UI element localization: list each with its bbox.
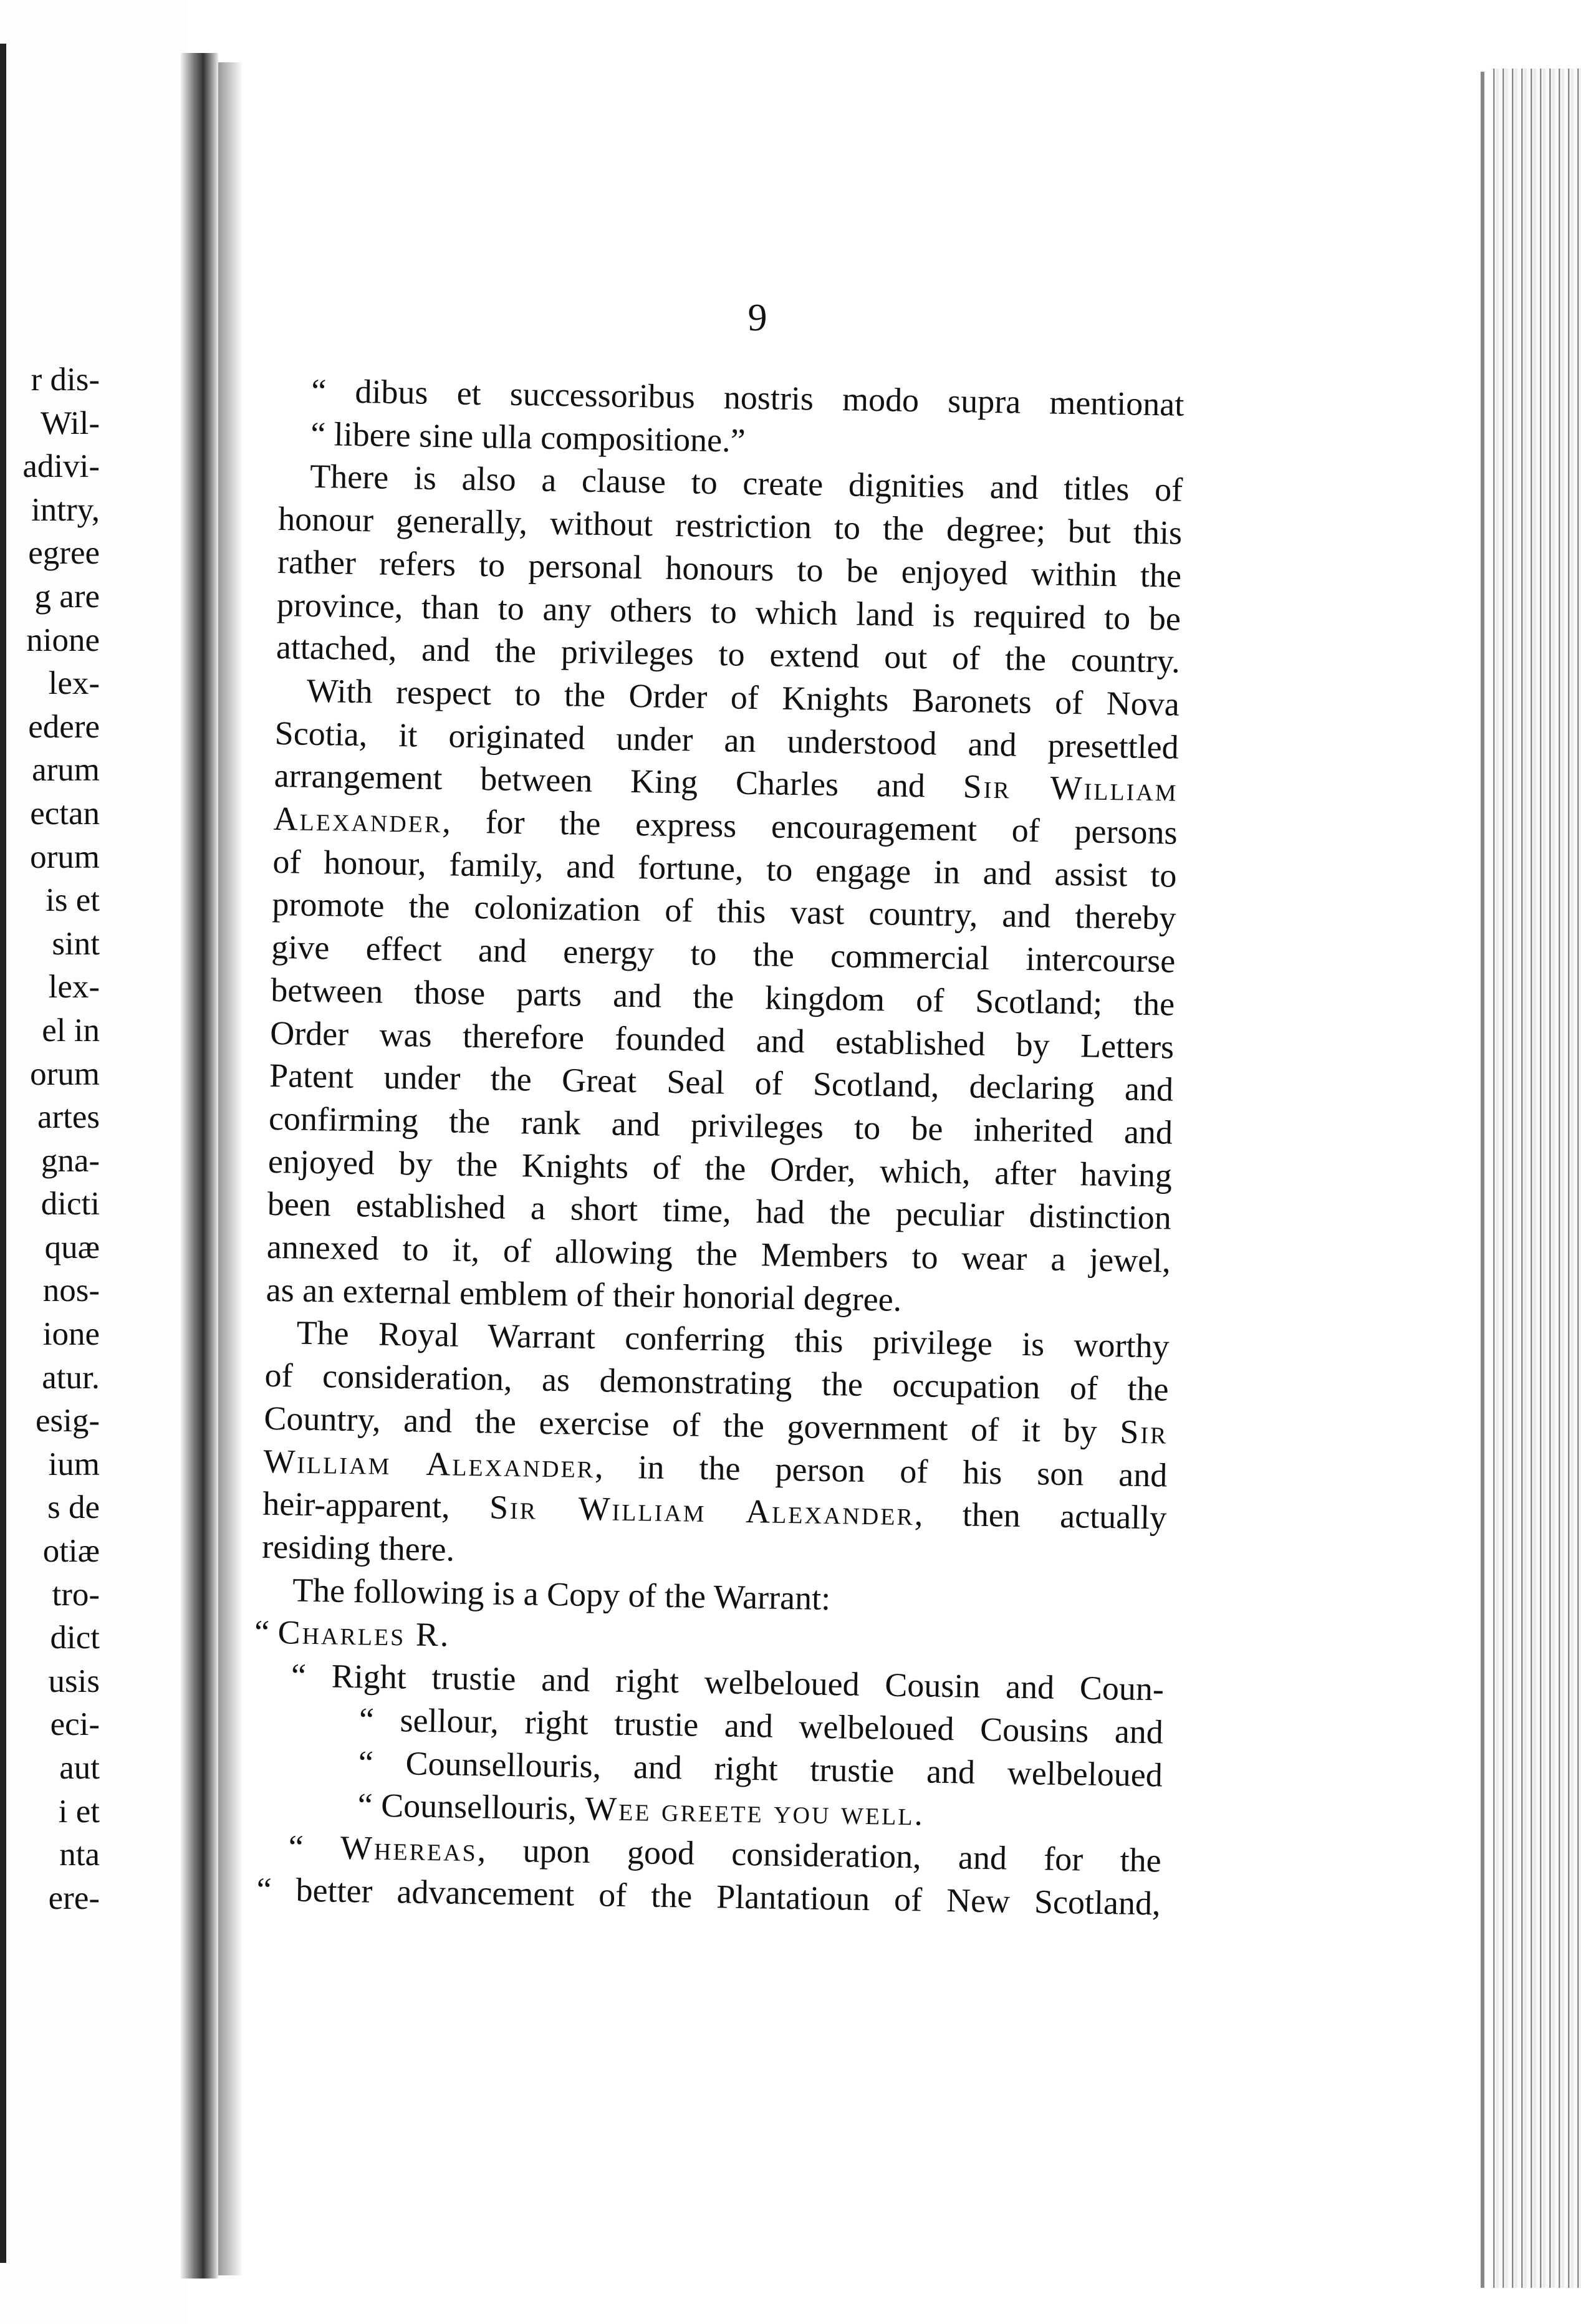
left-page-fragment: atur. <box>42 1359 100 1396</box>
paragraph-copy-intro: The following is a Copy of the Warrant: <box>292 1571 831 1617</box>
text-line: rather refers to personal honours to be enjoyed within the <box>277 542 1182 595</box>
paragraph-order-of-baronets <box>266 669 1180 1325</box>
text-line: promote the colonization of this vast country, and thereby <box>272 885 1176 938</box>
text-line: between those parts and the kingdom of Scotland; the <box>270 971 1175 1023</box>
name-small-caps: Charles R. <box>277 1613 451 1654</box>
left-page-fragment: quæ <box>44 1229 100 1265</box>
text-line: “ Counsellouris, and right trustie and welbeloued <box>358 1743 1163 1793</box>
text-line: of consideration, as demonstrating the occupation of the <box>264 1356 1169 1408</box>
left-page-fragment: aut <box>59 1750 100 1786</box>
left-page-fragment: arum <box>32 752 100 789</box>
text-line: “ Right trustie and right welbeloued Cousin and Coun- <box>291 1656 1165 1708</box>
left-page-fragment: dict <box>50 1620 100 1656</box>
name-small-caps: Sir <box>1119 1413 1168 1451</box>
text-line: “ dibus et successoribus nostris modo supra mentionat <box>310 372 1185 423</box>
left-page-fragment: ectan <box>30 795 100 832</box>
paragraph-royal-warrant <box>262 1311 1170 1582</box>
left-page-fragment: otiæ <box>42 1533 100 1570</box>
left-page-fragment: ere- <box>48 1880 100 1916</box>
left-page-fragment: eci- <box>50 1706 100 1743</box>
book-gutter <box>181 53 218 2278</box>
text-line: honour generally, without restriction to the degree; but this <box>277 500 1183 552</box>
text-line: as an external emblem of their honorial degree. <box>266 1270 902 1318</box>
left-page-fragment: lex- <box>48 665 100 702</box>
left-page-fragment: edere <box>28 708 100 745</box>
left-page-fragment: i et <box>58 1793 100 1830</box>
text-line: Scotia, it originated under an understood and presettled <box>274 714 1180 766</box>
page-body <box>256 369 1185 1925</box>
name-small-caps: William Alexander <box>263 1442 595 1485</box>
text-line: annexed to it, of allowing the Members to wear a jewel, <box>266 1227 1171 1280</box>
left-page-fragment: dicti <box>41 1186 100 1222</box>
left-page-fragment: artes <box>37 1099 100 1136</box>
warrant-copy <box>256 1611 1165 1925</box>
text-line: enjoyed by the Knights of the Order, which, after having <box>267 1142 1173 1194</box>
warrant-heading: “ Charles R. <box>254 1613 451 1654</box>
left-page-fragment: g are <box>34 578 100 615</box>
left-page-fragment: orum <box>30 838 100 875</box>
text-line: give effect and energy to the commercial intercourse <box>271 928 1176 980</box>
left-page-fragment: r dis- <box>31 362 100 398</box>
left-page-fragment: nos- <box>42 1272 100 1309</box>
name-small-caps: Alexander <box>273 799 443 840</box>
left-page-fragment: Wil- <box>40 405 100 441</box>
text-line: been established a short time, had the peculiar distinction <box>267 1185 1172 1237</box>
left-page-fragment: s de <box>47 1489 100 1526</box>
text-line: “ Counsellouris, Wee greete you well. <box>357 1786 925 1833</box>
name-small-caps: Sir William <box>963 767 1179 809</box>
left-page-fragment: esig- <box>35 1403 100 1439</box>
text-line: “ Whereas, upon good consideration, and for the <box>288 1828 1162 1880</box>
paragraph-dignities <box>276 454 1183 683</box>
left-facing-page <box>0 0 187 2324</box>
text-line: of honour, family, and fortune, to engage in and assist to <box>272 842 1177 895</box>
left-page-fragment: sint <box>52 925 100 962</box>
left-page-text-fragments <box>0 358 100 1920</box>
left-page-fragment: usis <box>48 1663 100 1699</box>
text-line: confirming the rank and privileges to be inherited and <box>268 1099 1173 1151</box>
left-page-fragment: ium <box>48 1446 100 1482</box>
left-page-fragment: nione <box>26 622 100 658</box>
text-line: Alexander, for the express encouragement of persons <box>273 799 1178 852</box>
left-page-fragment: egree <box>28 535 100 572</box>
text-line: Order was therefore founded and established by Letters <box>269 1014 1175 1066</box>
paragraph-latin-quote <box>279 369 1185 469</box>
text-line: heir-apparent, Sir William Alexander, then actually <box>262 1485 1167 1537</box>
left-page-fragment: orum <box>30 1055 100 1092</box>
text-line: “ libere sine ulla compositione.” <box>310 415 746 459</box>
page-number: 9 <box>747 297 767 339</box>
text-line: With respect to the Order of Knights Baronets of Nova <box>306 671 1180 723</box>
text-line: “ better advancement of the Plantatioun of New Scotland, <box>256 1870 1161 1923</box>
text-line: residing there. <box>261 1527 455 1568</box>
whereas-small-caps: Whereas <box>340 1828 478 1869</box>
text-line: province, than to any others to which land is required to be <box>276 585 1181 638</box>
greeting-small-caps: Wee greete you well. <box>584 1790 925 1833</box>
text-line: Country, and the exercise of the government of it by Sir <box>264 1399 1168 1451</box>
page-block-edge <box>1490 69 1581 2288</box>
text-line: There is also a clause to create dignities and titles of <box>309 458 1183 509</box>
text-line: “ sellour, right trustie and welbeloued Cousins and <box>358 1701 1164 1751</box>
text-line: Patent under the Great Seal of Scotland, declaring and <box>269 1057 1174 1108</box>
text-line: arrangement between King Charles and Sir William <box>274 757 1179 809</box>
left-page-fragment: tro- <box>52 1576 100 1613</box>
text-line: attached, and the privileges to extend out of the country. <box>276 628 1181 680</box>
name-small-caps: Sir William Alexander <box>489 1488 915 1533</box>
right-page-border <box>1481 72 1484 2288</box>
left-page-fragment: intry, <box>31 491 100 528</box>
left-page-fragment: lex- <box>48 969 100 1006</box>
left-page-fragment: is et <box>46 882 100 919</box>
gutter-shadow <box>218 62 243 2275</box>
left-page-fragment: el in <box>42 1012 100 1049</box>
left-page-fragment: nta <box>59 1837 100 1873</box>
left-page-fragment: gna- <box>41 1142 100 1179</box>
text-line: William Alexander, in the person of his son and <box>263 1442 1168 1494</box>
left-page-fragment: adivi- <box>22 448 100 485</box>
left-page-fragment: ione <box>42 1316 100 1353</box>
text-line: The Royal Warrant conferring this privilege is worthy <box>296 1314 1170 1366</box>
